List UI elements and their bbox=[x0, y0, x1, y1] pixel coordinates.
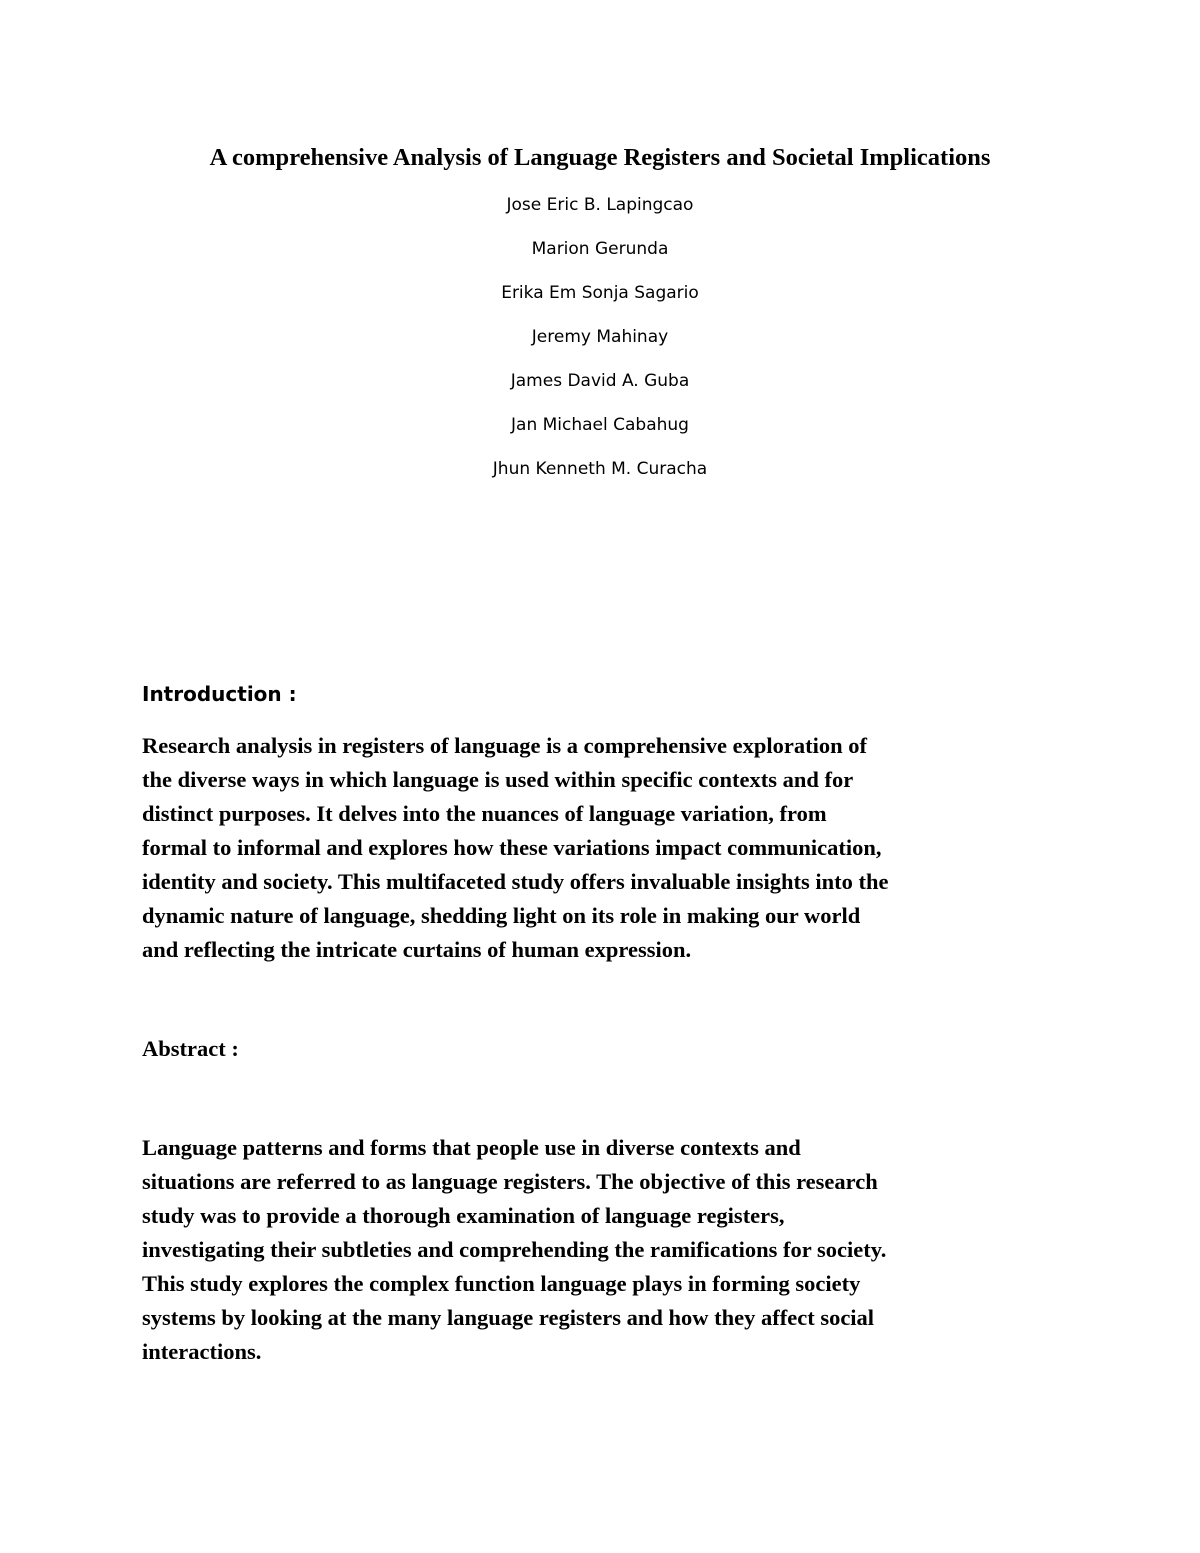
paragraph-line: situations are referred to as language registers. The objective of this research bbox=[142, 1169, 878, 1194]
paragraph-line: dynamic nature of language, shedding light on its role in making our world bbox=[142, 903, 861, 928]
author-name: Jose Eric B. Lapingcao bbox=[506, 195, 694, 215]
paragraph-line: formal to informal and explores how these variations impact communication, bbox=[142, 835, 882, 860]
abstract-paragraph bbox=[142, 1131, 1062, 1369]
paragraph-line: the diverse ways in which language is used within specific contexts and for bbox=[142, 767, 854, 792]
author-name: Jeremy Mahinay bbox=[531, 327, 669, 347]
paragraph-line: systems by looking at the many language registers and how they affect social bbox=[142, 1305, 875, 1330]
paragraph-line: Research analysis in registers of language is a comprehensive exploration of bbox=[142, 733, 867, 758]
author-name: Marion Gerunda bbox=[531, 239, 669, 259]
author-name: Erika Em Sonja Sagario bbox=[501, 283, 699, 303]
paragraph-line: study was to provide a thorough examination of language registers, bbox=[142, 1203, 785, 1228]
author-name: Jhun Kenneth M. Curacha bbox=[492, 459, 708, 479]
paragraph-line: Language patterns and forms that people use in diverse contexts and bbox=[142, 1135, 801, 1160]
author-name: James David A. Guba bbox=[510, 371, 690, 391]
introduction-paragraph bbox=[142, 729, 1062, 967]
introduction-heading: Introduction : bbox=[142, 682, 297, 706]
document-title: A comprehensive Analysis of Language Registers and Societal Implications bbox=[209, 144, 991, 171]
author-list bbox=[0, 190, 1200, 498]
paragraph-line: interactions. bbox=[142, 1339, 262, 1364]
paragraph-line: distinct purposes. It delves into the nuances of language variation, from bbox=[142, 801, 827, 826]
author-name: Jan Michael Cabahug bbox=[511, 415, 689, 435]
paragraph-line: This study explores the complex function language plays in forming society bbox=[142, 1271, 861, 1296]
paragraph-line: identity and society. This multifaceted study offers invaluable insights into the bbox=[142, 869, 889, 894]
paragraph-line: investigating their subtleties and comprehending the ramifications for society. bbox=[142, 1237, 887, 1262]
abstract-heading: Abstract : bbox=[142, 1036, 239, 1061]
paragraph-line: and reflecting the intricate curtains of human expression. bbox=[142, 937, 692, 962]
